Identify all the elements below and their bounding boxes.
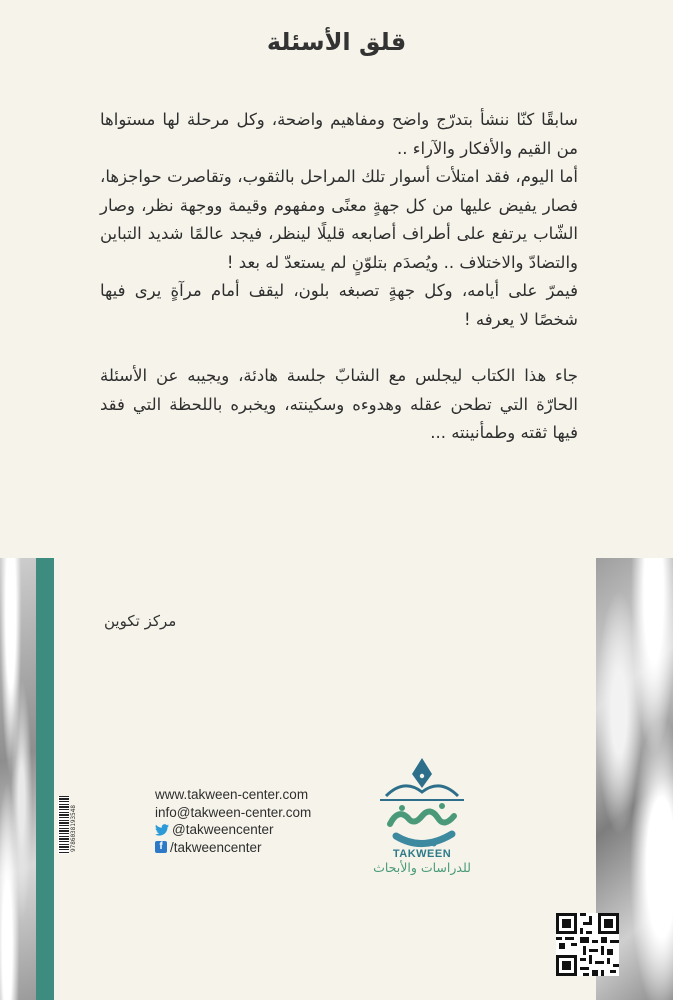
facebook-handle[interactable]: /takweencenter xyxy=(170,839,262,855)
facebook-row xyxy=(155,839,311,857)
twitter-row xyxy=(155,821,311,839)
barcode-number: 9786038193548 xyxy=(70,805,77,852)
barcode xyxy=(58,796,69,854)
qr-code xyxy=(556,913,619,976)
logo-latin-name: TAKWEEN xyxy=(392,848,452,860)
back-cover-text xyxy=(100,106,578,448)
book-title: قلق الأسئلة xyxy=(266,28,407,56)
paragraph-1: سابقًا كنّا ننشأ بتدرّج واضح ومفاهيم واضحة، وكل مرحلة لها مستواها من القيم والأفكار والآراء .. xyxy=(100,110,578,158)
email-link[interactable]: info@takween-center.com xyxy=(155,804,312,820)
left-decorative-photo xyxy=(0,558,36,1000)
facebook-icon: f xyxy=(155,841,167,853)
paragraph-gap xyxy=(100,334,578,362)
twitter-icon xyxy=(155,824,169,836)
website-link[interactable]: www.takween-center.com xyxy=(155,787,309,802)
contact-block xyxy=(155,786,311,856)
logo-subtitle: للدراسات والأبحاث xyxy=(373,860,471,875)
left-teal-band xyxy=(36,558,54,1000)
paragraph-3: فيمرّ على أيامه، وكل جهةٍ تصبغه بلون، ليقف أمام مرآةٍ يرى فيها شخصًا لا يعرفه ! xyxy=(100,281,578,329)
twitter-handle[interactable]: @takweencenter xyxy=(172,822,274,837)
publisher-name: مركز تكوين xyxy=(104,612,177,630)
website-row xyxy=(155,786,311,804)
email-row xyxy=(155,804,311,822)
paragraph-4: جاء هذا الكتاب ليجلس مع الشابّ جلسة هادئة، ويجيبه عن الأسئلة الحارّة التي تطحن عقله وهدوءه وسكينته، ويخبره باللحظة التي فقد فيها ثقته وطمأنينته ... xyxy=(100,366,578,442)
paragraph-2: أما اليوم، فقد امتلأت أسوار تلك المراحل بالثقوب، وتقاصرت حواجزها، فصار يفيض عليها من كل جهةٍ معنًى ومفهوم وقيمة ووجهة نظر، وصار الشّاب يرتفع على أطراف أصابعه قليلًا لينظر، فيجد عالمًا شديد التباين والتضادّ والاختلاف .. ويُصدَم بتلوّنٍ لم يستعدّ له بعد ! xyxy=(100,167,578,272)
